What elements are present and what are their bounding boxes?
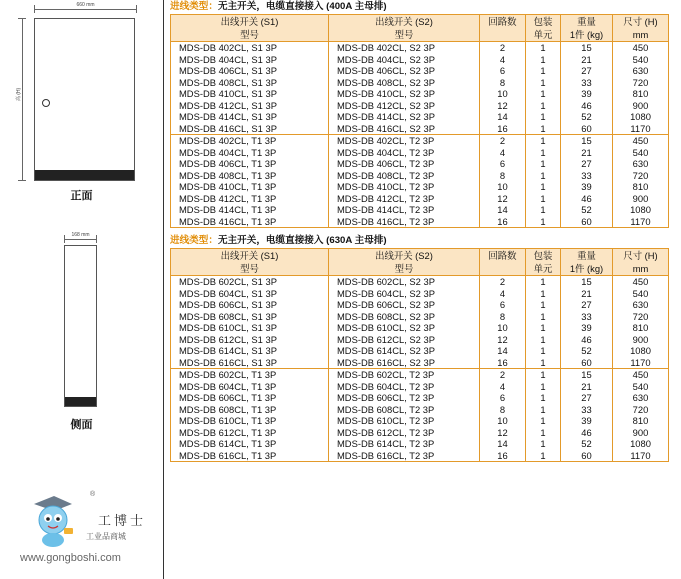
front-width-label: 660 mm [76, 2, 95, 8]
table-row [171, 427, 669, 439]
table-row [171, 54, 669, 66]
value-cell: 27 [561, 299, 613, 311]
column-header: 包装 [526, 249, 561, 263]
value-cell: 1 [526, 135, 561, 147]
value-cell: 1080 [630, 111, 651, 122]
table-row [171, 369, 669, 381]
section-heading [170, 234, 675, 248]
value-cell: 21 [561, 381, 613, 393]
value-cell: 33 [561, 77, 613, 89]
model-cell: MDS-DB 616CL, S2 3P [329, 357, 480, 369]
model-cell: MDS-DB 602CL, S2 3P [329, 276, 480, 288]
spec-table [170, 14, 669, 228]
table-row [171, 450, 669, 462]
model-cell: MDS-DB 612CL, T1 3P [171, 427, 329, 439]
table-row [171, 216, 669, 228]
value-cell: 1 [526, 415, 561, 427]
value-cell: 1 [526, 334, 561, 346]
section-heading-tag: 进线类型： [170, 1, 218, 12]
value-cell: 12 [480, 334, 526, 346]
model-cell: MDS-DB 608CL, T1 3P [171, 404, 329, 416]
value-cell: 810 [632, 322, 649, 333]
watermark-logo [20, 492, 160, 570]
table-row [171, 299, 669, 311]
registered-mark: ® [90, 491, 96, 498]
value-cell: 1 [526, 88, 561, 100]
value-cell: 630 [632, 392, 649, 403]
value-cell: 60 [561, 123, 613, 135]
value-cell: 1 [526, 77, 561, 89]
value-cell: 450 [613, 369, 669, 381]
value-cell: 39 [561, 88, 613, 100]
value-cell: 46 [561, 427, 613, 439]
value-cell: 14 [480, 204, 526, 216]
column-header: 1件 (kg) [561, 262, 613, 276]
spec-tables [170, 0, 675, 462]
table-row [171, 181, 669, 193]
table-row [171, 415, 669, 427]
model-cell: MDS-DB 606CL, T2 3P [329, 392, 480, 404]
value-cell: 4 [480, 288, 526, 300]
value-cell: 33 [561, 311, 613, 323]
model-cell: MDS-DB 614CL, S2 3P [329, 345, 480, 357]
value-cell: 16 [480, 357, 526, 369]
value-cell: 540 [632, 146, 649, 158]
model-cell: MDS-DB 604CL, S1 3P [171, 288, 329, 300]
table-row [171, 135, 669, 147]
model-cell: MDS-DB 410CL, S1 3P [171, 88, 329, 100]
model-cell: MDS-DB 408CL, S2 3P [329, 77, 480, 89]
value-cell: 60 [561, 357, 613, 369]
front-height-dimension [18, 18, 26, 181]
column-header: 回路数 [480, 15, 526, 29]
table-row [171, 65, 669, 77]
table-row [171, 345, 669, 357]
model-cell: MDS-DB 606CL, S1 3P [171, 299, 329, 311]
value-cell: 630 [632, 65, 649, 76]
value-cell: 1 [526, 311, 561, 323]
model-cell: MDS-DB 604CL, S2 3P [329, 288, 480, 300]
value-cell: 16 [480, 450, 526, 462]
model-cell: MDS-DB 614CL, S1 3P [171, 345, 329, 357]
column-header: 出线开关 (S1) [171, 15, 329, 29]
model-cell: MDS-DB 616CL, S1 3P [171, 357, 329, 369]
model-cell: MDS-DB 406CL, T2 3P [329, 158, 480, 170]
side-width-label: 168 mm [71, 232, 90, 238]
value-cell: 2 [480, 135, 526, 147]
value-cell: 1 [526, 147, 561, 159]
value-cell: 1170 [630, 356, 651, 368]
value-cell: 1080 [630, 438, 651, 449]
model-cell: MDS-DB 612CL, T2 3P [329, 427, 480, 439]
model-cell: MDS-DB 414CL, S1 3P [171, 111, 329, 123]
value-cell: 1 [526, 322, 561, 334]
value-cell: 810 [632, 415, 649, 426]
value-cell: 1 [526, 158, 561, 170]
table-row [171, 100, 669, 112]
table-row [171, 381, 669, 393]
value-cell: 8 [480, 170, 526, 182]
section-heading [170, 0, 675, 14]
value-cell: 1 [526, 204, 561, 216]
value-cell: 810 [632, 181, 649, 192]
model-cell: MDS-DB 408CL, S1 3P [171, 77, 329, 89]
value-cell: 52 [561, 345, 613, 357]
value-cell: 15 [561, 369, 613, 381]
value-cell: 1 [526, 42, 561, 54]
value-cell: 4 [480, 147, 526, 159]
value-cell: 900 [632, 192, 649, 204]
left-panel [0, 0, 164, 579]
value-cell: 2 [480, 276, 526, 288]
model-cell: MDS-DB 402CL, T2 3P [329, 135, 480, 147]
column-header: 出线开关 (S2) [329, 15, 480, 29]
model-cell: MDS-DB 412CL, S2 3P [329, 100, 480, 112]
model-cell: MDS-DB 410CL, S2 3P [329, 88, 480, 100]
column-header: 单元 [526, 262, 561, 276]
value-cell: 1170 [630, 122, 651, 134]
column-header: 型号 [171, 262, 329, 276]
model-cell: MDS-DB 608CL, T2 3P [329, 404, 480, 416]
table-header-row [171, 262, 669, 276]
table-row [171, 111, 669, 123]
section-heading-text: 无主开关，电缆直接接入 (630A 主母排) [217, 235, 387, 246]
value-cell: 8 [480, 311, 526, 323]
value-cell: 450 [613, 276, 669, 288]
table-header-row [171, 15, 669, 29]
model-cell: MDS-DB 406CL, T1 3P [171, 158, 329, 170]
value-cell: 27 [561, 158, 613, 170]
table-row [171, 158, 669, 170]
watermark-subtitle: 工业品商城 [86, 532, 126, 541]
model-cell: MDS-DB 402CL, S1 3P [171, 42, 329, 54]
front-view-drawing [34, 18, 135, 181]
model-cell: MDS-DB 610CL, T1 3P [171, 415, 329, 427]
value-cell: 14 [480, 345, 526, 357]
spec-table [170, 248, 669, 462]
column-header: 型号 [329, 262, 480, 276]
model-cell: MDS-DB 402CL, T1 3P [171, 135, 329, 147]
table-row [171, 170, 669, 182]
value-cell: 6 [480, 392, 526, 404]
value-cell: 21 [561, 288, 613, 300]
model-cell: MDS-DB 416CL, T2 3P [329, 216, 480, 228]
model-cell: MDS-DB 410CL, T2 3P [329, 181, 480, 193]
model-cell: MDS-DB 414CL, S2 3P [329, 111, 480, 123]
front-base-bar [35, 170, 134, 180]
value-cell: 6 [480, 299, 526, 311]
value-cell: 900 [632, 333, 649, 345]
side-base-bar [65, 397, 96, 406]
model-cell: MDS-DB 608CL, S2 3P [329, 311, 480, 323]
table-row [171, 357, 669, 369]
value-cell: 33 [561, 404, 613, 416]
value-cell: 2 [480, 42, 526, 54]
value-cell: 540 [632, 287, 649, 299]
column-header: 单元 [526, 28, 561, 42]
value-cell: 1 [526, 404, 561, 416]
value-cell: 1 [526, 100, 561, 112]
value-cell: 14 [480, 438, 526, 450]
value-cell: 10 [480, 88, 526, 100]
table-row [171, 147, 669, 159]
value-cell: 16 [480, 123, 526, 135]
value-cell: 1 [526, 170, 561, 182]
table-row [171, 88, 669, 100]
value-cell: 12 [480, 193, 526, 205]
model-cell: MDS-DB 410CL, T1 3P [171, 181, 329, 193]
model-cell: MDS-DB 616CL, T2 3P [329, 450, 480, 462]
value-cell: 6 [480, 65, 526, 77]
value-cell: 540 [632, 380, 649, 392]
model-cell: MDS-DB 616CL, T1 3P [171, 450, 329, 462]
table-row [171, 204, 669, 216]
column-header: 型号 [329, 28, 480, 42]
value-cell: 46 [561, 334, 613, 346]
value-cell: 630 [632, 158, 649, 169]
table-row [171, 193, 669, 205]
model-cell: MDS-DB 404CL, T2 3P [329, 147, 480, 159]
column-header: 尺寸 (H) [613, 15, 669, 29]
column-header: 出线开关 (S2) [329, 249, 480, 263]
value-cell: 4 [480, 54, 526, 66]
model-cell: MDS-DB 610CL, S2 3P [329, 322, 480, 334]
value-cell: 46 [561, 193, 613, 205]
table-row [171, 322, 669, 334]
column-header: 重量 [561, 15, 613, 29]
value-cell: 1 [526, 216, 561, 228]
model-cell: MDS-DB 404CL, T1 3P [171, 147, 329, 159]
model-cell: MDS-DB 612CL, S2 3P [329, 334, 480, 346]
model-cell: MDS-DB 614CL, T2 3P [329, 438, 480, 450]
value-cell: 1 [526, 427, 561, 439]
value-cell: 810 [632, 88, 649, 99]
value-cell: 8 [480, 404, 526, 416]
value-cell: 33 [561, 170, 613, 182]
value-cell: 1170 [630, 215, 651, 227]
table-row [171, 392, 669, 404]
value-cell: 900 [632, 426, 649, 438]
value-cell: 630 [632, 299, 649, 310]
value-cell: 27 [561, 65, 613, 77]
value-cell: 60 [561, 216, 613, 228]
table-row [171, 311, 669, 323]
model-cell: MDS-DB 604CL, T2 3P [329, 381, 480, 393]
value-cell: 900 [632, 99, 649, 111]
value-cell: 16 [480, 216, 526, 228]
front-width-dimension [34, 2, 137, 13]
column-header: 型号 [171, 28, 329, 42]
value-cell: 1 [526, 123, 561, 135]
model-cell: MDS-DB 404CL, S2 3P [329, 54, 480, 66]
value-cell: 12 [480, 427, 526, 439]
column-header: mm [613, 28, 669, 42]
value-cell: 15 [561, 135, 613, 147]
section-heading-text: 无主开关，电缆直接接入 (400A 主母排) [217, 1, 387, 12]
value-cell: 540 [632, 53, 649, 65]
value-cell: 14 [480, 111, 526, 123]
value-cell: 39 [561, 322, 613, 334]
model-cell: MDS-DB 406CL, S2 3P [329, 65, 480, 77]
value-cell: 2 [480, 369, 526, 381]
value-cell: 60 [561, 450, 613, 462]
front-height-label: 高 (H) [16, 87, 23, 102]
table-row [171, 276, 669, 288]
value-cell: 720 [632, 310, 649, 322]
value-cell: 52 [561, 204, 613, 216]
value-cell: 15 [561, 42, 613, 54]
column-header [480, 28, 526, 42]
value-cell: 1 [526, 345, 561, 357]
value-cell: 1 [526, 111, 561, 123]
table-row [171, 123, 669, 135]
value-cell: 1 [526, 181, 561, 193]
value-cell: 1 [526, 54, 561, 66]
value-cell: 1 [526, 450, 561, 462]
model-cell: MDS-DB 414CL, T2 3P [329, 204, 480, 216]
value-cell: 1 [526, 288, 561, 300]
table-row [171, 334, 669, 346]
value-cell: 720 [632, 403, 649, 415]
value-cell: 10 [480, 322, 526, 334]
model-cell: MDS-DB 416CL, S2 3P [329, 123, 480, 135]
value-cell: 15 [561, 276, 613, 288]
column-header: 1件 (kg) [561, 28, 613, 42]
model-cell: MDS-DB 614CL, T1 3P [171, 438, 329, 450]
value-cell: 4 [480, 381, 526, 393]
column-header: 出线开关 (S1) [171, 249, 329, 263]
model-cell: MDS-DB 404CL, S1 3P [171, 54, 329, 66]
value-cell: 1 [526, 381, 561, 393]
model-cell: MDS-DB 412CL, S1 3P [171, 100, 329, 112]
value-cell: 39 [561, 415, 613, 427]
column-header: 包装 [526, 15, 561, 29]
column-header: 尺寸 (H) [613, 249, 669, 263]
value-cell: 10 [480, 415, 526, 427]
value-cell: 1 [526, 357, 561, 369]
column-header: 回路数 [480, 249, 526, 263]
model-cell: MDS-DB 416CL, T1 3P [171, 216, 329, 228]
model-cell: MDS-DB 602CL, T1 3P [171, 369, 329, 381]
section-heading-tag: 进线类型： [170, 235, 218, 246]
model-cell: MDS-DB 606CL, S2 3P [329, 299, 480, 311]
value-cell: 1 [526, 65, 561, 77]
model-cell: MDS-DB 610CL, T2 3P [329, 415, 480, 427]
side-width-dimension [64, 232, 97, 243]
model-cell: MDS-DB 604CL, T1 3P [171, 381, 329, 393]
model-cell: MDS-DB 416CL, S1 3P [171, 123, 329, 135]
value-cell: 1080 [630, 204, 651, 215]
value-cell: 1 [526, 276, 561, 288]
watermark-brand: 工博士 [98, 514, 147, 529]
model-cell: MDS-DB 602CL, S1 3P [171, 276, 329, 288]
value-cell: 1 [526, 392, 561, 404]
model-cell: MDS-DB 602CL, T2 3P [329, 369, 480, 381]
table-header-row [171, 249, 669, 263]
value-cell: 39 [561, 181, 613, 193]
value-cell: 52 [561, 111, 613, 123]
model-cell: MDS-DB 414CL, T1 3P [171, 204, 329, 216]
value-cell: 1080 [630, 345, 651, 356]
model-cell: MDS-DB 402CL, S2 3P [329, 42, 480, 54]
column-header: 重量 [561, 249, 613, 263]
model-cell: MDS-DB 408CL, T2 3P [329, 170, 480, 182]
door-lock-icon [42, 99, 50, 107]
column-header: mm [613, 262, 669, 276]
column-header [480, 262, 526, 276]
model-cell: MDS-DB 412CL, T1 3P [171, 193, 329, 205]
value-cell: 46 [561, 100, 613, 112]
table-row [171, 77, 669, 89]
side-view-drawing [64, 245, 97, 407]
model-cell: MDS-DB 606CL, T1 3P [171, 392, 329, 404]
table-row [171, 288, 669, 300]
value-cell: 450 [613, 135, 669, 147]
table-row [171, 404, 669, 416]
value-cell: 1 [526, 369, 561, 381]
mascot-icon [26, 492, 76, 548]
table-row [171, 42, 669, 54]
table-header-row [171, 28, 669, 42]
model-cell: MDS-DB 612CL, S1 3P [171, 334, 329, 346]
value-cell: 720 [632, 169, 649, 181]
value-cell: 27 [561, 392, 613, 404]
value-cell: 10 [480, 181, 526, 193]
value-cell: 12 [480, 100, 526, 112]
value-cell: 1 [526, 299, 561, 311]
model-cell: MDS-DB 610CL, S1 3P [171, 322, 329, 334]
value-cell: 720 [632, 76, 649, 88]
value-cell: 1 [526, 438, 561, 450]
value-cell: 21 [561, 147, 613, 159]
front-view-caption: 正面 [70, 190, 93, 202]
model-cell: MDS-DB 408CL, T1 3P [171, 170, 329, 182]
value-cell: 450 [613, 42, 669, 54]
table-row [171, 438, 669, 450]
value-cell: 6 [480, 158, 526, 170]
value-cell: 52 [561, 438, 613, 450]
value-cell: 1170 [630, 449, 651, 461]
value-cell: 8 [480, 77, 526, 89]
value-cell: 1 [526, 193, 561, 205]
watermark-url: www.gongboshi.com [20, 552, 121, 564]
model-cell: MDS-DB 412CL, T2 3P [329, 193, 480, 205]
model-cell: MDS-DB 608CL, S1 3P [171, 311, 329, 323]
value-cell: 21 [561, 54, 613, 66]
model-cell: MDS-DB 406CL, S1 3P [171, 65, 329, 77]
side-view-caption: 侧面 [70, 419, 93, 431]
